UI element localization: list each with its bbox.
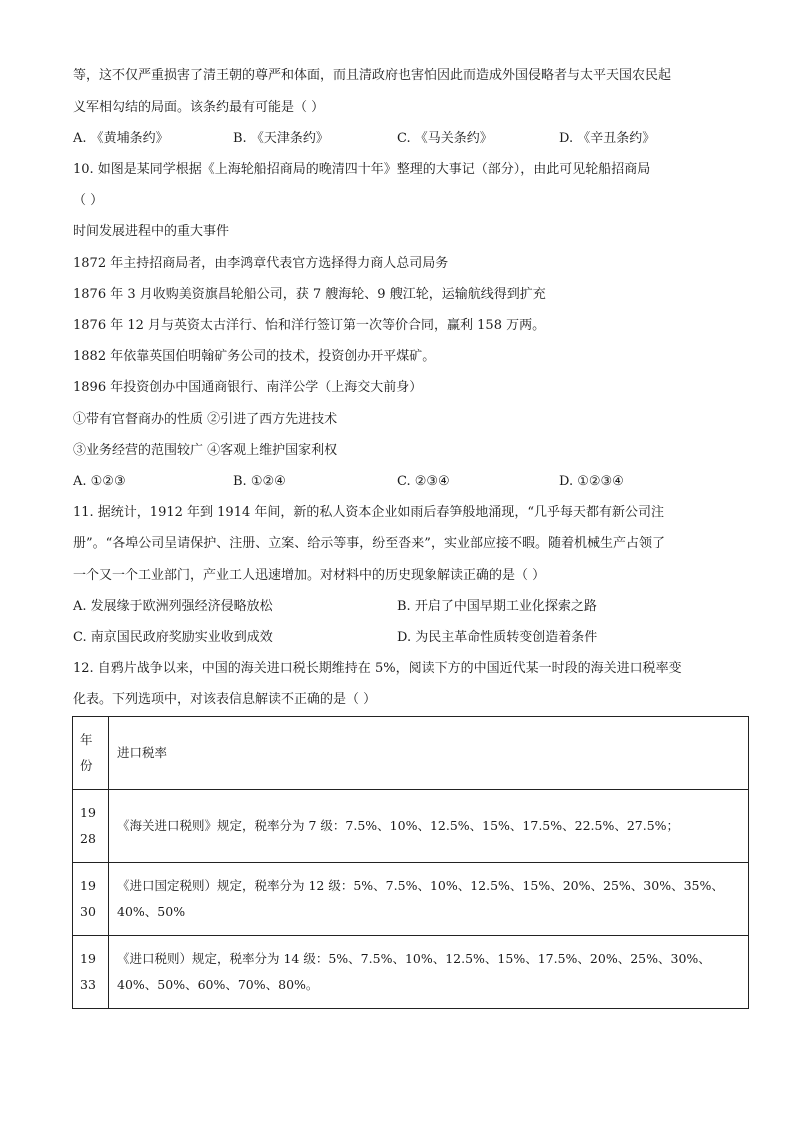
q9-option-d[interactable]: D. 《辛丑条约》 [559, 131, 656, 146]
header-year-cell [73, 717, 109, 790]
q10-event-heading: 时间发展进程中的重大事件 [73, 224, 230, 239]
q9-text-line-2: 义军相勾结的局面。该条约最有可能是（ ） [73, 100, 325, 115]
row-rate-line-2: 40%、50%、60%、70%、80%。 [117, 977, 319, 992]
row-year: 1930 [80, 878, 96, 919]
table-row [73, 863, 749, 936]
q10-statements-line-2: ③业务经营的范围较广 ④客观上维护国家利权 [73, 443, 338, 458]
q9-text-line-1: 等，这不仅严重损害了清王朝的尊严和体面，而且清政府也害怕因此而造成外国侵略者与太平天国农民起 [73, 68, 672, 83]
q11-option-c[interactable]: C. 南京国民政府奖励实业收到成效 [73, 630, 273, 645]
q11-text-line-1: 11. 据统计，1912 年到 1914 年间，新的私人资本企业如雨后春笋般地涌现，“几乎每天都有新公司注 [73, 505, 665, 520]
row-year-cell [73, 863, 109, 936]
q10-option-a[interactable]: A. ①②③ [73, 474, 126, 489]
header-rate-label: 进口税率 [117, 745, 168, 760]
q11-text-line-3: 一个又一个工业部门，产业工人迅速增加。对材料中的历史现象解读正确的是（ ） [73, 568, 546, 583]
row-rate-cell [109, 863, 749, 936]
row-rate-cell [109, 936, 749, 1009]
q11-option-a[interactable]: A. 发展缘于欧洲列强经济侵略放松 [73, 599, 273, 614]
row-year-cell [73, 790, 109, 863]
table-row [73, 936, 749, 1009]
q9-option-b[interactable]: B. 《天津条约》 [233, 131, 329, 146]
table-header-row [73, 717, 749, 790]
q10-option-b[interactable]: B. ①②④ [233, 474, 286, 489]
q10-statements-line-1: ①带有官督商办的性质 ②引进了西方先进技术 [73, 412, 338, 427]
q10-event-1872: 1872 年主持招商局者，由李鸿章代表官方选择得力商人总司局务 [73, 256, 449, 271]
table-row [73, 790, 749, 863]
header-year-label: 年份 [80, 732, 93, 773]
q11-option-d[interactable]: D. 为民主革命性质转变创造着条件 [397, 630, 598, 645]
q12-text-line-1: 12. 自鸦片战争以来，中国的海关进口税长期维持在 5%，阅读下方的中国近代某一时段的海关进口税率变 [73, 661, 682, 676]
q12-text-line-2: 化表。下列选项中，对该表信息解读不正确的是（ ） [73, 692, 377, 707]
q10-event-1876-december: 1876 年 12 月与英资太古洋行、怡和洋行签订第一次等价合同，赢利 158 万两。 [73, 318, 546, 333]
row-year: 1933 [80, 951, 96, 992]
q10-event-1882: 1882 年依靠英国伯明翰矿务公司的技术，投资创办开平煤矿。 [73, 349, 436, 364]
q10-option-d[interactable]: D. ①②③④ [559, 474, 624, 489]
tariff-rate-table [72, 716, 749, 1009]
row-rate-line-1: 《进口国定税则）规定，税率分为 12 级：5%、7.5%、10%、12.5%、15%、20%、25%、30%、35%、 [117, 878, 724, 893]
q10-event-1876-march: 1876 年 3 月收购美资旗昌轮船公司，获 7 艘海轮、9 艘江轮，运输航线得到扩充 [73, 287, 546, 302]
row-rate-line-2: 40%、50% [117, 904, 186, 919]
row-rate-cell [109, 790, 749, 863]
q9-options [73, 129, 733, 149]
q11-option-b[interactable]: B. 开启了中国早期工业化探索之路 [397, 599, 597, 614]
q9-option-c[interactable]: C. 《马关条约》 [397, 131, 493, 146]
q10-event-1896: 1896 年投资创办中国通商银行、南洋公学（上海交大前身） [73, 380, 423, 395]
row-year-cell [73, 936, 109, 1009]
q10-option-c[interactable]: C. ②③④ [397, 474, 450, 489]
q11-text-line-2: 册”。“各埠公司呈请保护、注册、立案、给示等事，纷至沓来”，实业部应接不暇。随着机械生产占领了 [73, 536, 665, 551]
header-rate-cell [109, 717, 749, 790]
row-year: 1928 [80, 805, 96, 846]
row-rate-line-1: 《进口税则）规定，税率分为 14 级：5%、7.5%、10%、12.5%、15%、17.5%、20%、25%、30%、 [117, 951, 711, 966]
q11-options-row-1 [73, 597, 733, 617]
q10-options [73, 472, 733, 492]
q11-options-row-2 [73, 628, 733, 648]
q10-text-line-2: （ ） [73, 193, 104, 208]
q10-text-line-1: 10. 如图是某同学根据《上海轮船招商局的晚清四十年》整理的大事记（部分），由此可见轮船招商局 [73, 162, 651, 177]
row-rate-line-1: 《海关进口税则》规定，税率分为 7 级：7.5%、10%、12.5%、15%、17.5%、22.5%、27.5%； [117, 818, 680, 833]
q9-option-a[interactable]: A. 《黄埔条约》 [73, 131, 169, 146]
